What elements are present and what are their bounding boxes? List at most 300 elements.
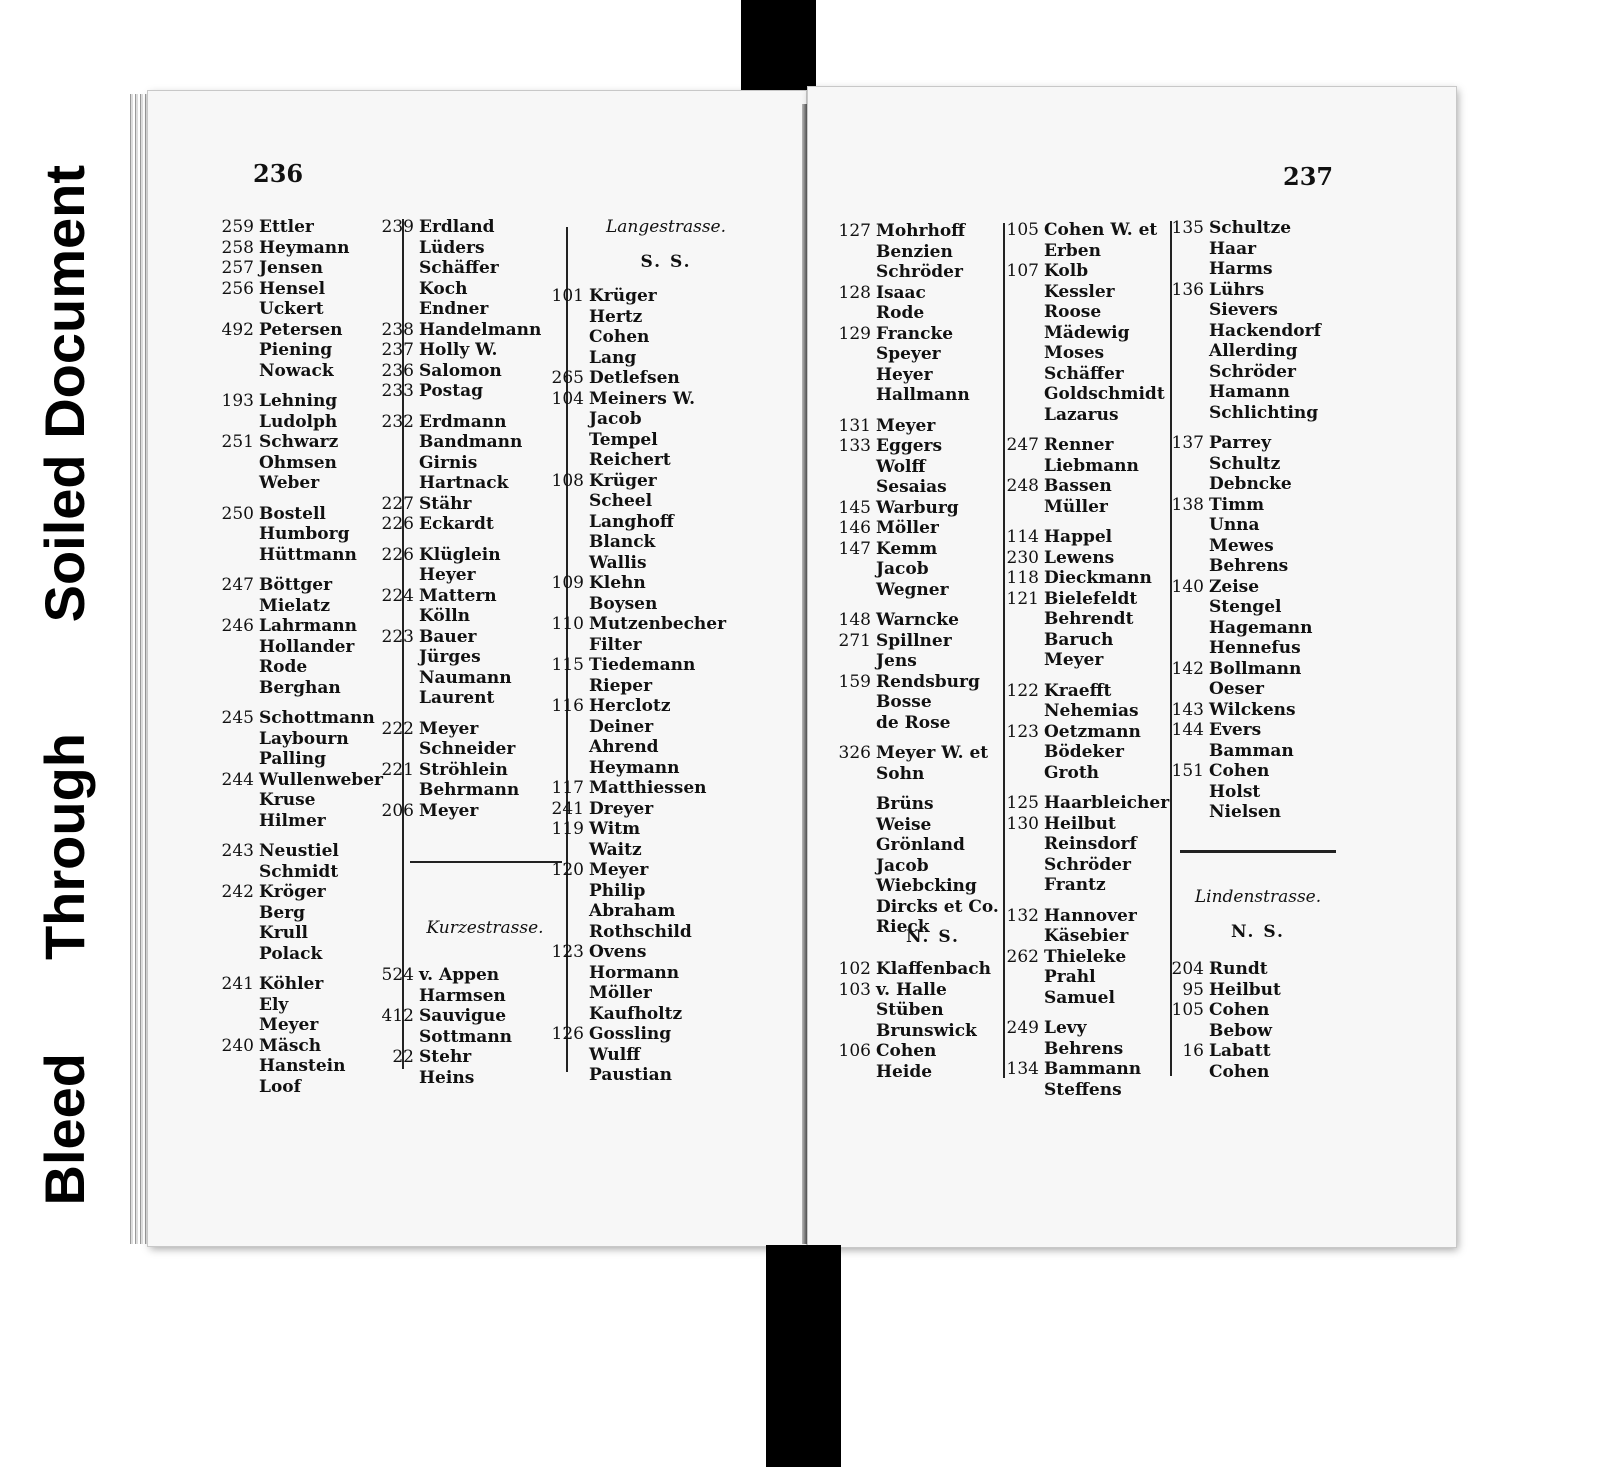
house-number: 115 [551,655,584,675]
house-number [1001,384,1044,405]
resident-name: Francke [876,323,954,344]
house-number [1001,926,1044,947]
resident-name: Ettler [259,217,314,237]
house-number [1166,782,1209,803]
resident-name: Steffens [1044,1079,1122,1100]
page-number-right: 237 [1283,162,1334,191]
house-number [1001,497,1044,518]
resident-name: de Rose [876,712,951,733]
house-number [833,580,876,601]
resident-name: Palling [259,749,326,769]
resident-name: Bassen [1044,476,1112,496]
house-number [376,258,419,279]
resident-name: Tempel [589,429,658,450]
directory-entry [1166,577,1366,598]
resident-name: Kolb [1044,261,1089,281]
resident-name: Laybourn [259,728,349,749]
resident-name: Endner [419,299,489,319]
directory-entry [1166,782,1366,803]
house-number: 223 [381,626,414,647]
resident-name: Hilmer [259,810,326,831]
house-number: 241 [551,798,584,819]
resident-name: Heymann [259,237,350,258]
directory-entry [1166,474,1366,495]
resident-name: Harmsen [419,985,506,1006]
house-number [216,995,259,1016]
resident-name: Sauvigue [419,1006,507,1026]
house-number [216,749,259,770]
resident-name: Meyer [419,718,479,739]
resident-name: Berghan [259,677,341,698]
resident-name: Heyer [419,565,476,585]
house-number [1001,343,1044,364]
directory-entry [1166,280,1366,301]
directory-entry [546,635,776,656]
resident-name: Wulff [589,1044,641,1065]
directory-entry [546,307,776,328]
house-number [216,1015,259,1036]
resident-name: Lazarus [1044,404,1119,425]
resident-name: Holly W. [419,340,498,360]
house-number [376,299,419,320]
house-number: 206 [381,800,414,821]
house-number [216,596,259,617]
house-number [376,1068,419,1089]
house-number: 271 [838,630,871,651]
directory-entry [546,614,776,635]
resident-name: Meyer [1044,650,1104,670]
directory-entry [546,717,776,738]
resident-name: Evers [1209,720,1262,740]
house-number: 109 [551,573,584,593]
house-number [216,1056,259,1077]
resident-name: Hollander [259,636,355,657]
resident-name: Kessler [1044,281,1115,302]
resident-name: Weise [876,814,932,835]
house-number [1166,362,1209,383]
house-number [1001,609,1044,630]
house-number: 95 [1182,979,1204,1000]
house-number: 239 [381,217,414,237]
resident-name: Rieck [876,917,930,937]
resident-name: Meiners W. [589,388,696,409]
resident-name: Liebmann [1044,455,1139,476]
resident-name: Kaufholtz [589,1003,683,1024]
house-number [833,344,876,365]
directory-entry [546,1004,776,1025]
resident-name: Blanck [589,532,656,552]
resident-name: Piening [259,340,333,360]
house-number: 136 [1171,279,1204,300]
directory-entry [1166,300,1366,321]
house-number [216,790,259,811]
house-number [833,365,876,386]
house-number [1166,515,1209,536]
directory-entry [546,901,776,922]
house-number [1166,1062,1209,1083]
directory-entry [546,450,776,471]
directory-entry [1166,679,1366,700]
house-number: 248 [1006,476,1039,496]
house-number: 133 [838,436,871,456]
street-side-label: N. S. [1231,921,1285,942]
directory-entry [546,778,776,799]
resident-name: Bandmann [419,432,523,452]
house-number [1001,241,1044,262]
resident-name: Kraefft [1044,680,1112,701]
house-number: 127 [838,221,871,241]
house-number: 102 [838,959,871,979]
house-number [216,412,259,433]
directory-entry [546,1045,776,1066]
resident-name: Krüger [589,470,657,491]
directory-entry [546,471,776,492]
resident-name: Naumann [419,667,512,688]
directory-entry [546,840,776,861]
house-number: 106 [838,1041,871,1061]
resident-name: Krull [259,923,309,943]
resident-name: Sievers [1209,300,1278,320]
house-number: 412 [381,1006,414,1026]
house-number: 126 [551,1024,584,1044]
overlay-label [28,165,102,1205]
house-number: 125 [1006,793,1039,813]
directory-entry [546,1065,776,1086]
house-number [833,303,876,324]
house-number [1166,341,1209,362]
resident-name: Brüns [876,794,934,814]
right-page-side-heading [868,927,998,948]
resident-name: Salomon [419,360,502,381]
right-page-column-3 [1166,218,1366,823]
resident-name: Hackendorf [1209,320,1321,341]
house-number [546,430,589,451]
house-number: 204 [1171,959,1204,979]
house-number [216,340,259,361]
directory-entry [1166,259,1366,280]
resident-name: Hennefus [1209,638,1301,658]
resident-name: Kröger [259,882,326,902]
directory-entry [1166,802,1366,823]
resident-name: Wullenweber [259,769,383,790]
house-number: 147 [838,538,871,559]
resident-name: Filter [589,634,642,655]
resident-name: Bamman [1209,740,1294,761]
resident-name: Schröder [876,262,963,282]
house-number [1166,802,1209,823]
directory-entry [376,258,576,279]
resident-name: Rundt [1209,959,1268,979]
house-number: 107 [1006,261,1039,281]
left-page [148,91,806,1246]
directory-entry [546,389,776,410]
house-number [1001,364,1044,385]
resident-name: Herclotz [589,696,671,716]
resident-name: Oetzmann [1044,721,1141,742]
house-number [1166,597,1209,618]
resident-name: Meyer [259,1015,319,1035]
resident-name: Grönland [876,835,965,855]
house-number [216,862,259,883]
house-number [376,986,419,1007]
resident-name: Wolff [876,456,926,477]
resident-name: Mäsch [259,1035,322,1056]
house-number [216,473,259,494]
directory-entry [546,819,776,840]
resident-name: Heilbut [1044,813,1116,834]
resident-name: Cohen [589,327,650,347]
resident-name: Waitz [589,839,642,860]
resident-name: Petersen [259,319,343,340]
resident-name: Berg [259,902,306,923]
directory-entry [546,573,776,594]
house-number [1166,300,1209,321]
house-number: 326 [838,743,871,763]
house-number: 140 [1171,576,1204,597]
house-number: 144 [1171,720,1204,740]
resident-name: Ludolph [259,411,338,432]
resident-name: Thieleke [1044,946,1127,967]
resident-name: Schmidt [259,861,339,882]
house-number [833,559,876,580]
resident-name: Bebow [1209,1020,1273,1041]
house-number [1166,382,1209,403]
directory-entry [1166,362,1366,383]
house-number: 101 [551,286,584,306]
house-number [1166,454,1209,475]
overlay-word-bleed: Bleed [33,1052,96,1205]
resident-name: Schultz [1209,453,1281,474]
house-number [546,717,589,738]
house-number [216,453,259,474]
directory-entry [1166,700,1366,721]
house-number: 227 [381,493,414,514]
resident-name: Dircks et Co. [876,896,999,917]
house-number [833,897,876,918]
resident-name: Behrendt [1044,609,1134,629]
bookmark-ribbon-top [741,0,816,103]
house-number [216,545,259,566]
house-number [376,688,419,709]
resident-name: Harms [1209,259,1273,279]
resident-name: Hallmann [876,385,970,405]
directory-entry [546,368,776,389]
directory-entry [1166,761,1366,782]
resident-name: Speyer [876,344,941,364]
directory-entry [1166,218,1366,239]
resident-name: Cohen [1209,761,1270,781]
resident-name: Prahl [1044,967,1096,987]
house-number: 16 [1182,1041,1204,1061]
directory-entry [546,491,776,512]
house-number [546,594,589,615]
house-number [376,453,419,474]
resident-name: Witm [589,819,641,839]
house-number [376,647,419,668]
directory-entry [546,512,776,533]
resident-name: Bauer [419,626,477,647]
resident-name: Ovens [589,942,647,962]
resident-name: Schäffer [419,258,499,278]
house-number [376,606,419,627]
house-number: 492 [221,319,254,340]
resident-name: Paustian [589,1065,672,1085]
resident-name: Schlichting [1209,402,1319,423]
house-number [546,840,589,861]
resident-name: Mädewig [1044,322,1130,343]
house-number [833,1062,876,1083]
house-number [1001,988,1044,1009]
section-rule [410,861,562,863]
directory-entry [1166,959,1366,980]
directory-entry [1166,1000,1366,1021]
resident-name: Reinsdorf [1044,834,1137,854]
house-number [1001,650,1044,671]
directory-entry [546,922,776,943]
resident-name: Scheel [589,491,653,511]
house-number [546,532,589,553]
resident-name: Heilbut [1209,979,1281,1000]
resident-name: Koch [419,278,468,299]
resident-name: Klüglein [419,544,501,565]
directory-entry [546,553,776,574]
house-number [546,512,589,533]
directory-entry [1166,515,1366,536]
resident-name: Dreyer [589,798,654,819]
resident-name: Jens [876,651,917,671]
house-number: 119 [551,819,584,839]
house-number [1001,967,1044,988]
directory-entry [546,696,776,717]
directory-entry [1166,1041,1366,1062]
house-number [833,835,876,856]
directory-entry [546,676,776,697]
house-number [546,881,589,902]
house-number [1001,302,1044,323]
house-number [833,1000,876,1021]
house-number: 224 [381,585,414,606]
resident-name: Moses [1044,343,1105,363]
resident-name: Haar [1209,238,1257,259]
resident-name: Warncke [876,610,959,630]
resident-name: Ely [259,994,289,1015]
house-number: 131 [838,415,871,436]
resident-name: Rieper [589,675,653,696]
resident-name: Heide [876,1061,933,1082]
resident-name: Cohen [876,1041,937,1061]
resident-name: Eckardt [419,514,494,534]
resident-name: Cohen [1209,1000,1270,1020]
house-number: 240 [221,1035,254,1056]
house-number [833,794,876,815]
house-number [376,473,419,494]
resident-name: Rothschild [589,921,692,942]
house-number [546,963,589,984]
resident-name: Isaac [876,282,926,303]
house-number [216,903,259,924]
resident-name: Köhler [259,974,324,994]
house-number: 222 [381,718,414,739]
house-number [216,524,259,545]
resident-name: Behrens [1044,1038,1124,1059]
house-number: 251 [221,432,254,452]
resident-name: Schröder [1044,854,1131,875]
house-number [1001,456,1044,477]
overlay-word-soiled-document: Soiled Document [33,165,96,623]
resident-name: Lehning [259,391,338,411]
resident-name: Meyer [589,860,649,880]
resident-name: Mohrhoff [876,221,966,241]
house-number [546,983,589,1004]
resident-name: Sohn [876,763,925,784]
house-number [1166,618,1209,639]
resident-name: Lüders [419,237,485,258]
house-number: 247 [1006,435,1039,455]
resident-name: Mattern [419,585,497,606]
resident-name: Lewens [1044,547,1115,568]
house-number [1166,1021,1209,1042]
resident-name: Schröder [1209,361,1296,382]
resident-name: Rendsburg [876,671,980,692]
directory-entry [1166,638,1366,659]
resident-name: Schottmann [259,708,375,728]
directory-entry [216,944,416,965]
resident-name: Unna [1209,515,1260,535]
directory-entry [1166,536,1366,557]
directory-entry [1166,239,1366,260]
resident-name: Bödeker [1044,742,1124,762]
resident-name: Nielsen [1209,802,1282,822]
directory-entry [546,327,776,348]
house-number [1166,474,1209,495]
house-number [833,262,876,283]
directory-entry [1166,720,1366,741]
resident-name: Kruse [259,790,316,810]
house-number [833,385,876,406]
resident-name: Bosse [876,692,932,712]
house-number [1001,834,1044,855]
resident-name: Hartnack [419,473,509,493]
house-number [546,307,589,328]
resident-name: Klaffenbach [876,959,991,979]
resident-name: Neustiel [259,841,339,861]
resident-name: Polack [259,943,323,964]
resident-name: Spillner [876,630,952,651]
house-number [546,901,589,922]
left-page-column-3 [546,286,776,1086]
resident-name: Behrens [1209,556,1289,576]
resident-name: Ahrend [589,737,659,757]
directory-entry [1166,495,1366,516]
resident-name: Behrmann [419,780,520,800]
house-number [1001,323,1044,344]
resident-name: Mielatz [259,595,331,616]
house-number: 121 [1006,588,1039,609]
resident-name: Dieckmann [1044,568,1152,588]
house-number: 236 [381,360,414,381]
resident-name: Mutzenbecher [589,614,727,634]
directory-entry [376,217,576,238]
house-number: 230 [1006,547,1039,568]
house-number [376,1027,419,1048]
resident-name: Weber [259,473,320,493]
resident-name: Mewes [1209,535,1274,556]
house-number [1166,403,1209,424]
resident-name: Allerding [1209,341,1298,361]
resident-name: Cohen W. et [1044,220,1158,240]
resident-name: Benzien [876,241,953,262]
resident-name: Boysen [589,593,658,614]
